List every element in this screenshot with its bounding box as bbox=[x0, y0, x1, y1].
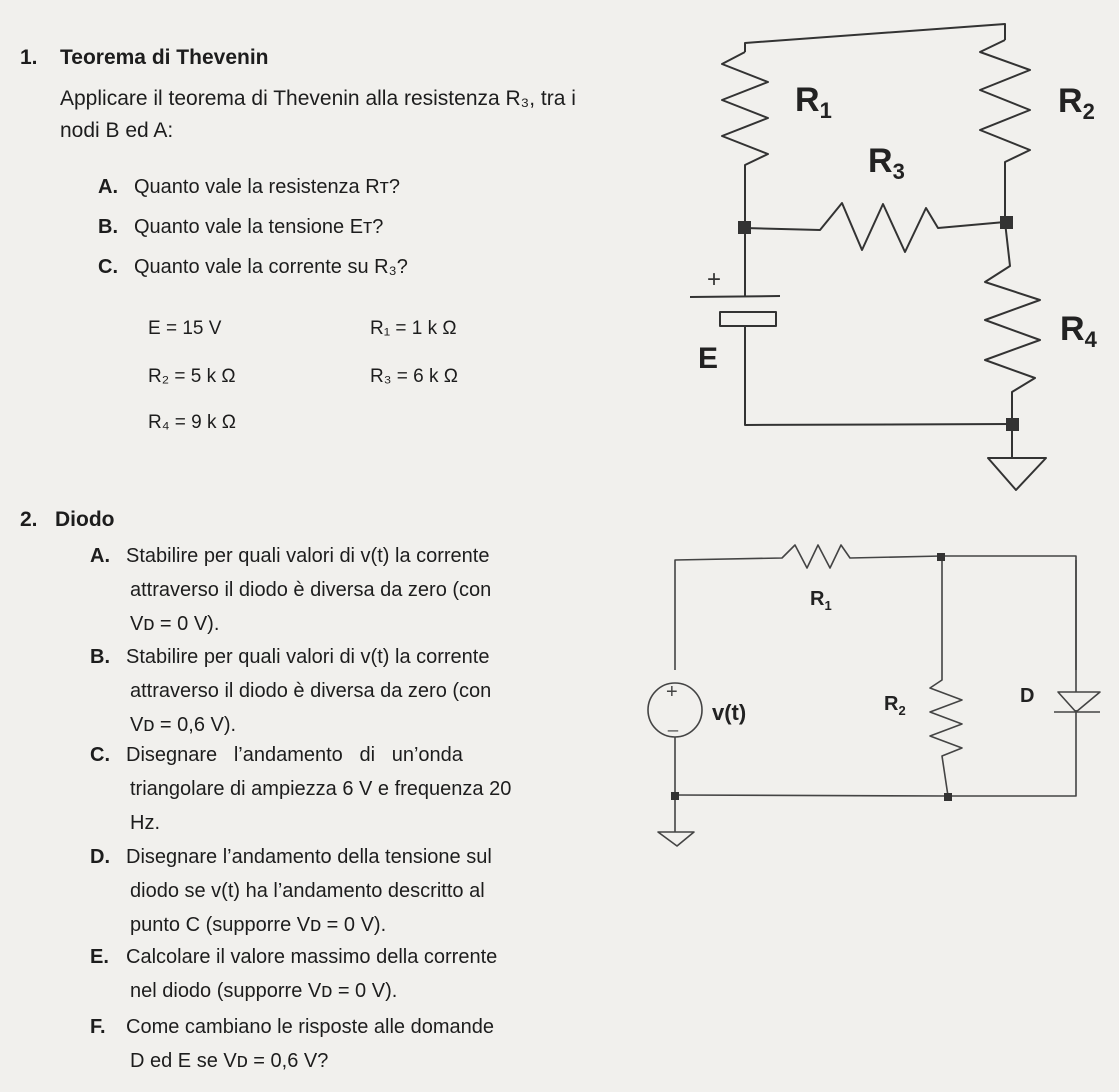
r1-label: $R_1$ bbox=[795, 81, 832, 123]
section2-question-e bbox=[90, 940, 610, 1008]
node-right-dot bbox=[1000, 216, 1013, 229]
ground-symbol bbox=[988, 440, 1046, 490]
question-line: nel diodo (supporre Vᴅ = 0 V). bbox=[130, 980, 398, 1002]
diode-label: D bbox=[1020, 685, 1035, 707]
section1-number: 1. bbox=[20, 46, 38, 69]
question-line: Calcolare il valore massimo della corrente bbox=[126, 946, 498, 968]
question-line: attraverso il diodo è diversa da zero (con bbox=[130, 579, 492, 601]
section2-title: Diodo bbox=[55, 508, 115, 531]
question-letter: B. bbox=[90, 646, 110, 668]
r4-resistor-symbol bbox=[985, 222, 1040, 440]
node-ground-dot bbox=[1006, 418, 1019, 431]
value-r4: R₄ = 9 k Ω bbox=[148, 412, 236, 433]
r3-label: $R_3$ bbox=[868, 142, 905, 184]
node-bottom-mid-dot bbox=[944, 793, 952, 801]
value-e: E = 15 V bbox=[148, 318, 222, 339]
node-left-dot bbox=[738, 221, 751, 234]
question-text: Quanto vale la resistenza Rᴛ? bbox=[134, 176, 400, 198]
node-top-dot bbox=[937, 553, 945, 561]
question-line: Vᴅ = 0,6 V). bbox=[130, 714, 237, 736]
question-line: Disegnare l’andamento di un’onda bbox=[126, 744, 463, 766]
question-line: triangolare di ampiezza 6 V e frequenza 20 bbox=[130, 778, 512, 800]
question-line: D ed E se Vᴅ = 0,6 V? bbox=[130, 1050, 329, 1072]
r3-resistor-symbol bbox=[745, 203, 1005, 252]
question-line: Come cambiano le risposte alle domande bbox=[126, 1016, 494, 1038]
r2-label: $R_2$ bbox=[884, 693, 906, 718]
source-plus-sign: + bbox=[666, 681, 678, 703]
top-wire bbox=[745, 24, 1005, 52]
r2-label: $R_2$ bbox=[1058, 82, 1095, 124]
diode-circuit-diagram bbox=[0, 530, 1119, 860]
r2-resistor-symbol bbox=[930, 560, 962, 796]
r1-resistor-symbol bbox=[722, 52, 768, 228]
question-line: Hz. bbox=[130, 812, 160, 834]
r2-resistor-symbol bbox=[980, 40, 1030, 222]
question-line: Vᴅ = 0 V). bbox=[130, 613, 220, 635]
r4-label: $R_4$ bbox=[1060, 310, 1097, 352]
ground-symbol bbox=[658, 830, 694, 846]
question-line: Stabilire per quali valori di v(t) la corrente bbox=[126, 646, 490, 668]
question-letter: F. bbox=[90, 1016, 106, 1038]
battery-plus-sign: + bbox=[707, 266, 722, 293]
thevenin-circuit-diagram bbox=[0, 0, 1119, 520]
value-r1: R₁ = 1 k Ω bbox=[370, 318, 457, 339]
question-line: diodo se v(t) ha l’andamento descritto al bbox=[130, 880, 485, 902]
vt-label: v(t) bbox=[712, 700, 747, 725]
value-r2: R₂ = 5 k Ω bbox=[148, 366, 236, 387]
bottom-wire bbox=[745, 326, 1012, 425]
r1-label: $R_1$ bbox=[810, 588, 832, 613]
question-line: punto C (supporre Vᴅ = 0 V). bbox=[130, 914, 387, 936]
e-label: E bbox=[698, 342, 719, 375]
node-bottom-left-dot bbox=[671, 792, 679, 800]
battery-short-plate bbox=[720, 312, 776, 326]
section2-question-f bbox=[90, 1010, 610, 1078]
question-letter: A. bbox=[98, 176, 118, 198]
question-letter: B. bbox=[98, 216, 118, 238]
question-letter: C. bbox=[98, 256, 118, 278]
top-wire-with-r1 bbox=[675, 545, 1076, 670]
section2-number: 2. bbox=[20, 508, 38, 531]
question-line: attraverso il diodo è diversa da zero (con bbox=[130, 680, 492, 702]
question-line: Stabilire per quali valori di v(t) la corrente bbox=[126, 545, 490, 567]
question-line: Disegnare l’andamento della tensione sul bbox=[126, 846, 492, 868]
question-letter: A. bbox=[90, 545, 110, 567]
section1-title: Teorema di Thevenin bbox=[60, 46, 269, 69]
value-r3: R₃ = 6 k Ω bbox=[370, 366, 458, 387]
question-letter: E. bbox=[90, 946, 109, 968]
question-letter: C. bbox=[90, 744, 110, 766]
question-text: Quanto vale la corrente su R₃? bbox=[134, 256, 408, 278]
question-letter: D. bbox=[90, 846, 110, 868]
section1-intro-line2: nodi B ed A: bbox=[60, 119, 174, 142]
battery-long-plate bbox=[690, 296, 780, 297]
section1-intro-line1: Applicare il teorema di Thevenin alla resistenza R₃, tra i bbox=[60, 87, 576, 110]
source-minus-sign: _ bbox=[668, 712, 679, 732]
question-text: Quanto vale la tensione Eᴛ? bbox=[134, 216, 384, 238]
diode-triangle bbox=[1058, 692, 1100, 712]
